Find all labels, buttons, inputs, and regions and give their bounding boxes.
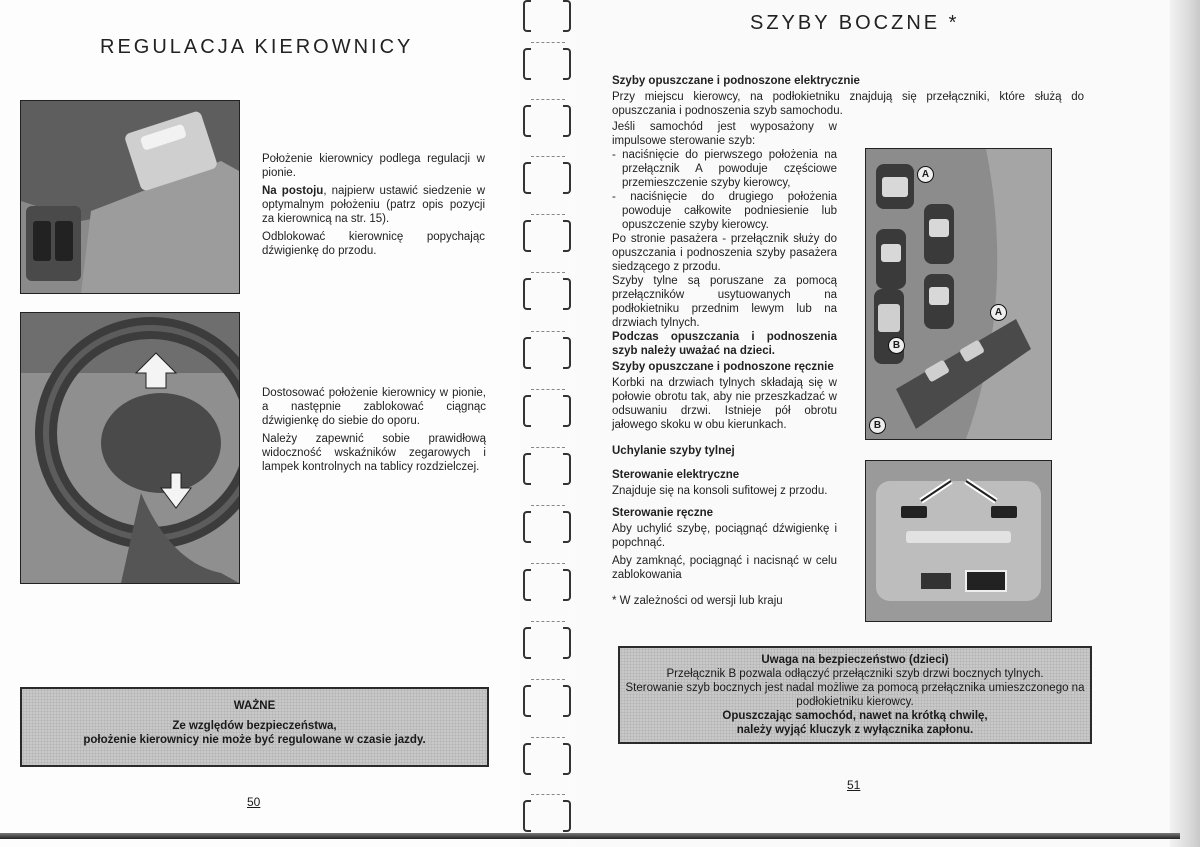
unlock-paragraph: Odblokować kierownicę popychając dźwigienkę do przodu. [262, 231, 485, 257]
right-page [575, 0, 1200, 847]
spiral-ring [523, 220, 571, 248]
callout-b-armrest: B [869, 417, 886, 434]
visibility-paragraph: Należy zapewnić sobie prawidłową widoczność wskaźników zegarowych i lampek kontrolnych na tablicy rozdzielczej. [262, 433, 486, 473]
manual-windows-heading: Szyby opuszczane i podnoszone ręcznie [612, 361, 834, 373]
spiral-ring [523, 800, 571, 828]
right-body-text [612, 120, 837, 612]
right-warning-box [618, 646, 1092, 744]
electric-windows-heading: Szyby opuszczane i podnoszone elektrycznie [612, 75, 860, 87]
cranks-paragraph: Korbki na drzwiach tylnych składają się w połowie obrotu tak, aby nie przeszkadzać w odsuwaniu drzwi. Istnieje pół obrotu jałowego skoku w obu kierunkach. [612, 377, 837, 431]
window-switches-photo [865, 148, 1052, 440]
parked-paragraph [262, 184, 485, 226]
left-warning-title: WAŻNE [233, 700, 276, 712]
steering-wheel-photo [20, 312, 240, 584]
callout-a-top: A [917, 166, 934, 183]
close-paragraph: Aby zamknąć, pociągnąć i nacisnąć w celu zablokowania [612, 555, 837, 581]
impulse-list-item: - naciśnięcie do drugiego położenia powoduje całkowite podniesienie lub opuszczenie szyby kierowcy. [612, 191, 837, 231]
spiral-ring [523, 511, 571, 539]
right-warning-line1: Przełącznik B pozwala odłączyć przełączniki szyb drzwi bocznych tylnych. [666, 668, 1044, 680]
steering-lever-photo [20, 100, 240, 294]
impulse-list-item: - naciśnięcie do pierwszego położenia na przełącznik A powoduje częściowe przemieszczenie szyby kierowcy, [612, 149, 837, 189]
spiral-ring [523, 162, 571, 190]
callout-a-armrest: A [990, 304, 1007, 321]
rear-windows-paragraph: Szyby tylne są poruszane za pomocą przełączników usytuowanych na podłokietniku przednim lewym lub na drzwiach tylnych. [612, 275, 837, 329]
right-page-number: 51 [847, 778, 861, 792]
spiral-ring [523, 48, 571, 76]
parked-rest: , najpierw ustawić siedzenie w optymalnym położeniu (patrz opis pozycji za kierownicą na str. 15). [262, 185, 485, 225]
lock-paragraph: Dostosować położenie kierownicy w pionie, a następnie zablokować ciągnąc dźwigienkę do siebie do oporu. [262, 387, 486, 427]
spiral-ring [523, 337, 571, 365]
left-page-number: 50 [247, 795, 261, 809]
spiral-ring [523, 627, 571, 655]
steering-wheel-illustration [21, 313, 239, 583]
open-paragraph: Aby uchylić szybę, pociągnąć dźwigienkę i popchnąć. [612, 523, 837, 549]
manual-control-heading: Sterowanie ręczne [612, 507, 713, 519]
right-warning-title: Uwaga na bezpieczeństwo (dzieci) [761, 654, 949, 666]
impulse-list [612, 148, 837, 232]
left-intro-text [262, 152, 485, 262]
footnote: * W zależności od wersji lub kraju [612, 595, 783, 607]
left-warning-line2: położenie kierownicy nie może być regulowane w czasie jazdy. [83, 734, 426, 746]
right-warning-line3: Opuszczając samochód, nawet na krótką chwilę, [722, 710, 988, 722]
right-page-title: SZYBY BOCZNE * [750, 12, 960, 34]
spiral-ring [523, 685, 571, 713]
ceiling-console-paragraph: Znajduje się na konsoli sufitowej z przodu. [612, 485, 828, 497]
left-page [0, 0, 520, 847]
spiral-ring [523, 105, 571, 133]
spiral-ring [523, 395, 571, 423]
bottom-shadow [0, 833, 1180, 839]
right-intro-text [612, 74, 1084, 122]
left-warning-box [20, 687, 489, 767]
left-page-title: REGULACJA KIEROWNICY [100, 36, 414, 58]
page-edge-shadow [1170, 0, 1200, 847]
armrest-switches-illustration [866, 149, 1051, 439]
spiral-ring [523, 743, 571, 771]
callout-b-switch: B [888, 337, 905, 354]
rear-tilt-heading: Uchylanie szyby tylnej [612, 445, 735, 457]
right-warning-line2: Sterowanie szyb bocznych jest nadal możliwe za pomocą przełącznika umieszczonego na podłokietniku kierowcy. [625, 682, 1085, 708]
left-warning-line1: Ze względów bezpieczeństwa, [172, 720, 337, 732]
children-caution: Podczas opuszczania i podnoszenia szyb należy uważać na dzieci. [612, 331, 837, 357]
ceiling-console-photo [865, 460, 1052, 622]
spiral-ring [523, 569, 571, 597]
spiral-ring [523, 453, 571, 481]
passenger-paragraph: Po stronie pasażera - przełącznik służy do opuszczania i podnoszenia szyby pasażera siedzącego z przodu. [612, 233, 837, 273]
impulse-paragraph: Jeśli samochód jest wyposażony w impulsowe sterowanie szyb: [612, 121, 837, 147]
adjustment-paragraph: Położenie kierownicy podlega regulacji w pionie. [262, 153, 485, 179]
right-warning-line4: należy wyjąć kluczyk z wyłącznika zapłonu. [736, 724, 974, 736]
left-adjust-text [262, 386, 486, 478]
parked-bold: Na postoju [262, 185, 324, 197]
spiral-ring [523, 278, 571, 306]
electric-control-heading: Sterowanie elektryczne [612, 469, 740, 481]
dashboard-lever-illustration [21, 101, 239, 293]
ceiling-console-illustration [866, 461, 1051, 621]
spiral-ring [523, 0, 571, 28]
switches-paragraph: Przy miejscu kierowcy, na podłokietniku znajdują się przełączniki, które służą do opuszczania i podnoszenia szyb samochodu. [612, 91, 1084, 117]
